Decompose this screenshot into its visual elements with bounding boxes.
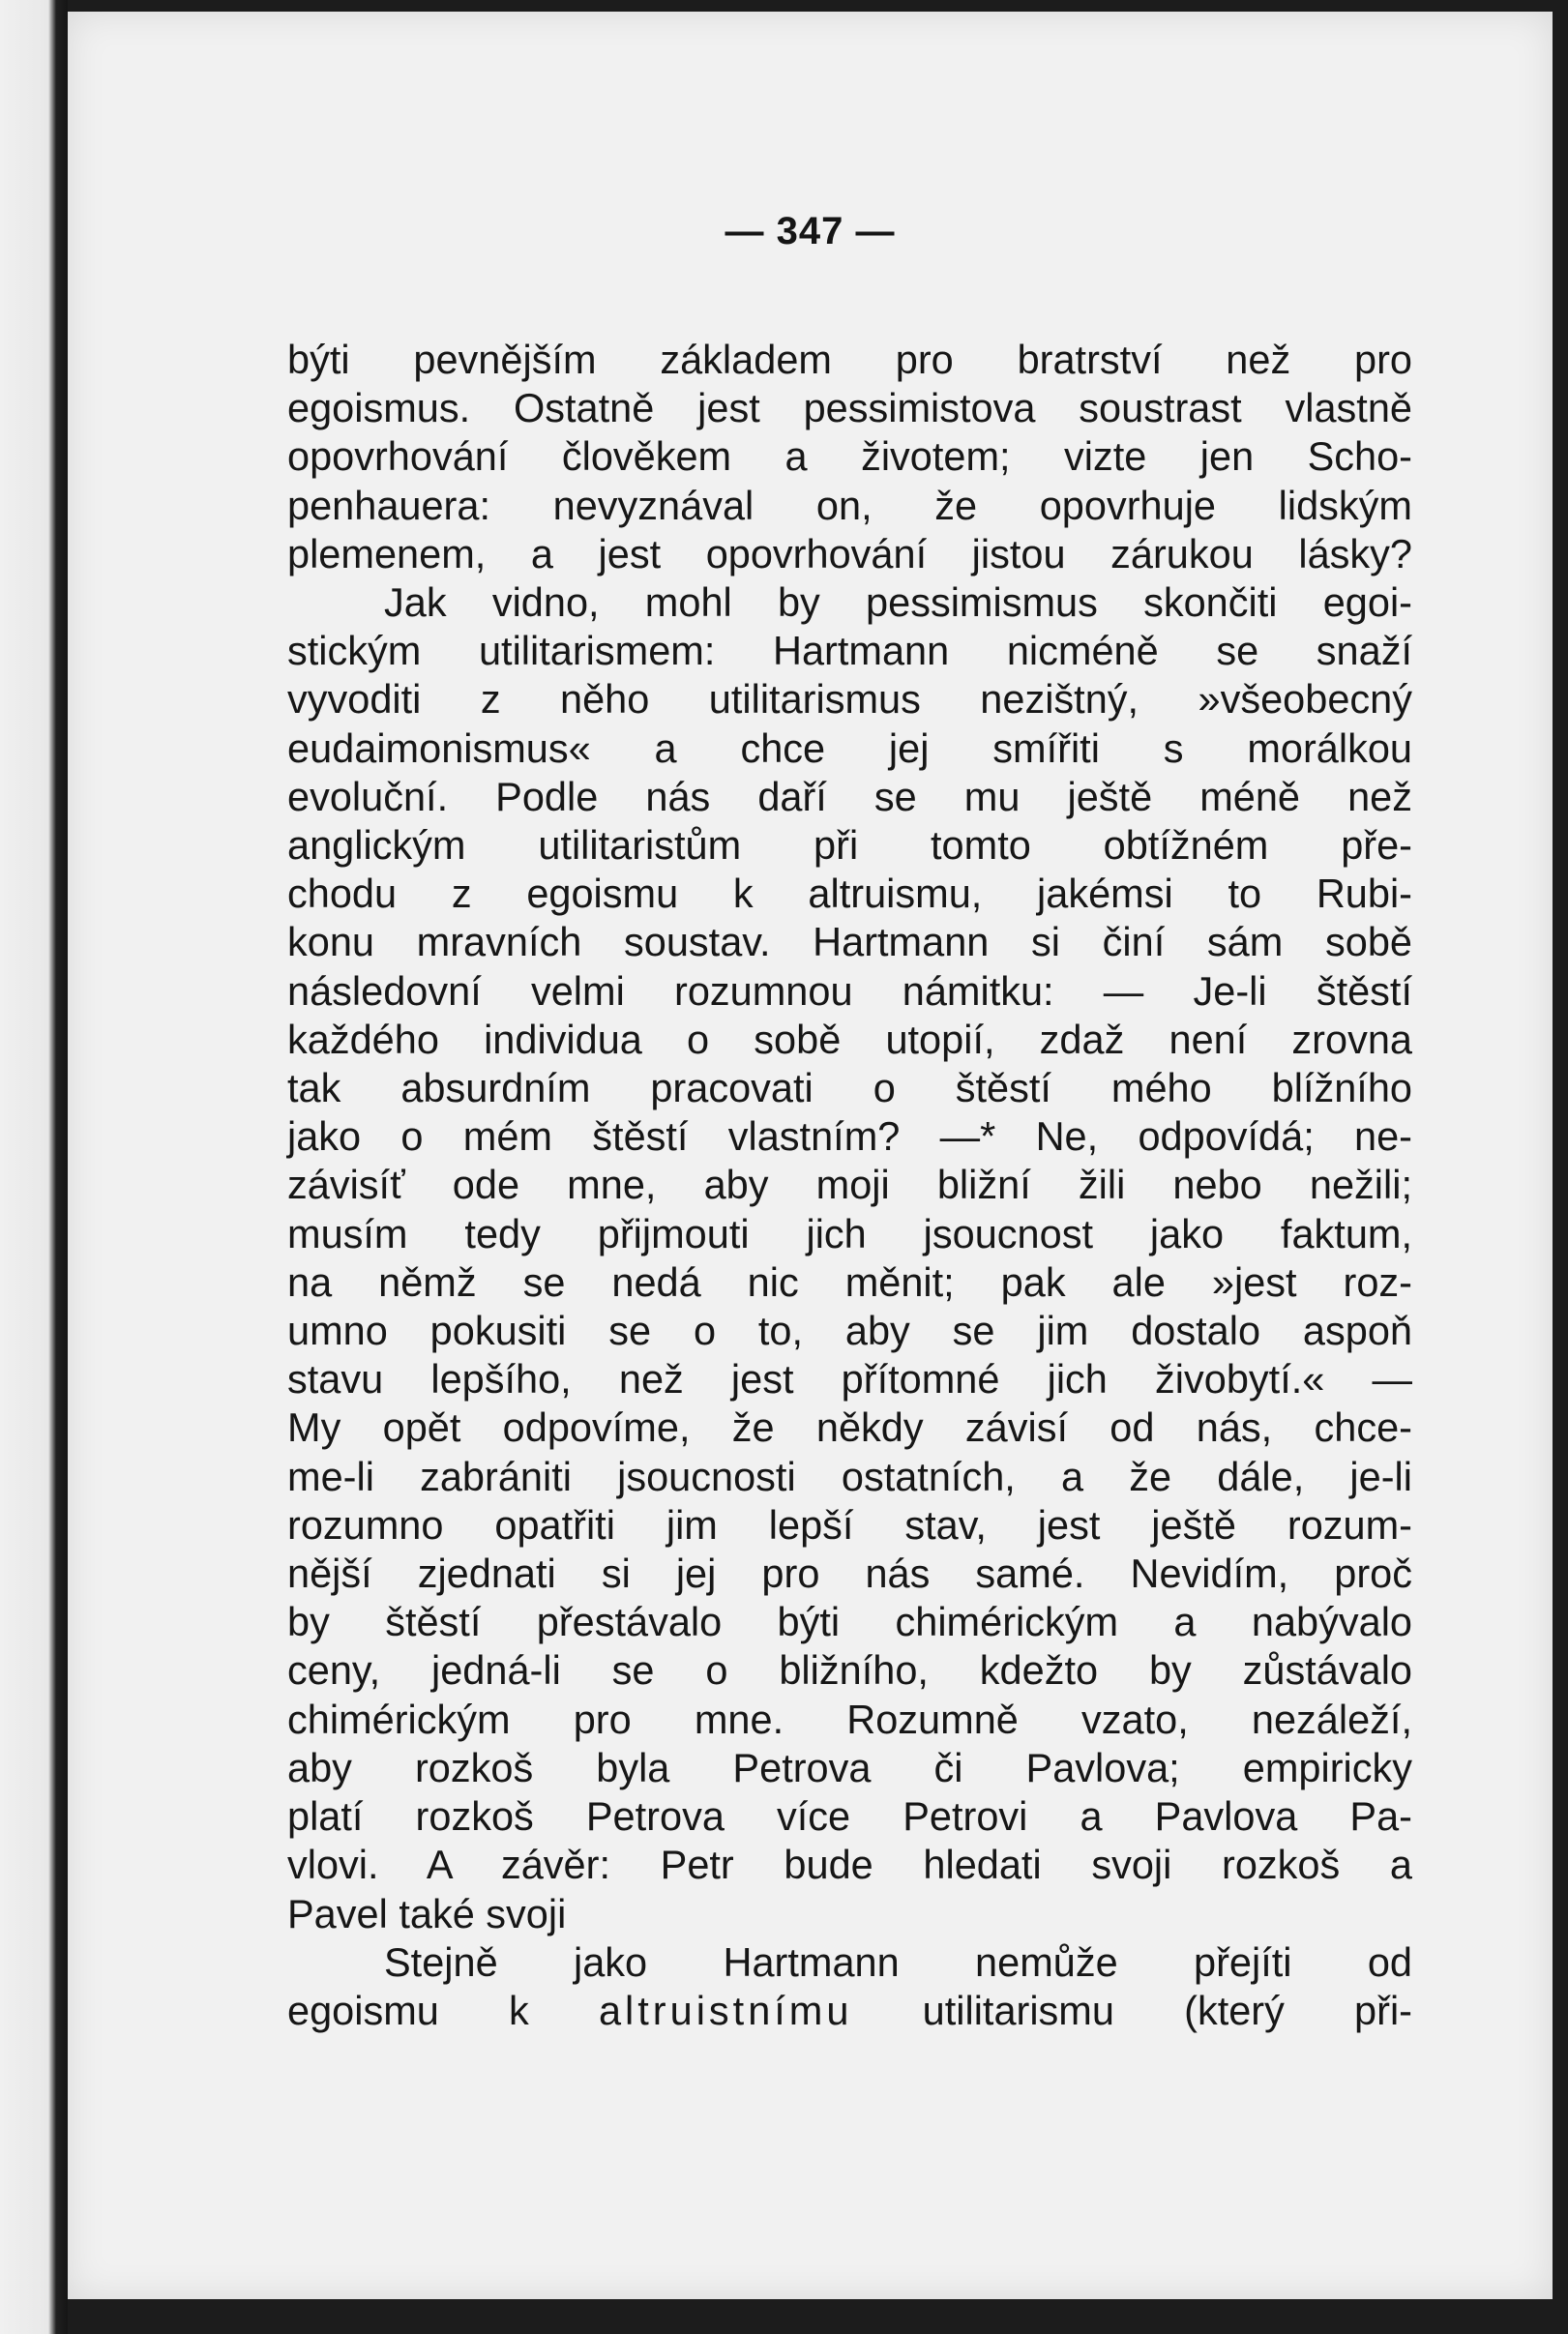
text-line: Stejně jako Hartmann nemůže přejíti od — [384, 1938, 1412, 1985]
text-line: opovrhování člověkem a životem; vizte jen Scho- — [287, 433, 1412, 480]
page-number: — 347 — — [725, 210, 896, 252]
text-fragment: utilitarismu (který při- — [922, 1987, 1412, 2033]
emphasized-word: altruistnímu — [598, 1987, 853, 2033]
text-line: evoluční. Podle nás daří se mu ještě méně než — [287, 773, 1412, 819]
text-line: chimérickým pro mne. Rozumně vzato, nezáleží, — [287, 1696, 1412, 1742]
text-line: umno pokusiti se o to, aby se jim dostalo aspoň — [287, 1308, 1412, 1354]
text-line: plemenem, a jest opovrhování jistou zárukou lásky? — [287, 530, 1412, 576]
text-line: závisíť ode mne, aby moji bližní žili nebo nežili; — [287, 1162, 1412, 1208]
text-line: eudaimonismus« a chce jej smířiti s morálkou — [287, 724, 1412, 771]
text-line: tak absurdním pracovati o štěstí mého blížního — [287, 1065, 1412, 1111]
text-line: na němž se nedá nic měnit; pak ale »jest roz- — [287, 1258, 1412, 1305]
text-fragment: egoismu k — [287, 1987, 529, 2033]
text-line: by štěstí přestávalo býti chimérickým a nabývalo — [287, 1599, 1412, 1645]
text-line: My opět odpovíme, že někdy závisí od nás, chce- — [287, 1404, 1412, 1451]
text-line: ceny, jedná-li se o bližního, kdežto by zůstávalo — [287, 1647, 1412, 1694]
text-line: vyvoditi z něho utilitarismus nezištný, »všeobecný — [287, 676, 1412, 723]
text-line — [287, 1987, 1412, 2035]
text-line: jako o mém štěstí vlastním? —* Ne, odpovídá; ne- — [287, 1113, 1412, 1160]
text-line: býti pevnějším základem pro bratrství než pro — [287, 337, 1412, 382]
text-line: nější zjednati si jej pro nás samé. Nevidím, proč — [287, 1551, 1412, 1597]
text-line: následovní velmi rozumnou námitku: — Je-li štěstí — [287, 967, 1412, 1014]
text-line: anglickým utilitaristům při tomto obtížném pře- — [287, 822, 1412, 869]
book-gutter — [0, 0, 68, 2334]
text-line: každého individua o sobě utopií, zdaž není zrovna — [287, 1016, 1412, 1062]
text-line: stavu lepšího, než jest přítomné jich živobytí.« — — [287, 1356, 1412, 1403]
text-line: musím tedy přijmouti jich jsoucnost jako faktum, — [287, 1210, 1412, 1256]
text-line: rozumno opatřiti jim lepší stav, jest ještě rozum- — [287, 1501, 1412, 1548]
text-line: Pavel také svoji — [287, 1890, 567, 1936]
body-text — [287, 336, 1412, 2035]
text-line: penhauera: nevyznával on, že opovrhuje lidským — [287, 482, 1412, 528]
text-line: konu mravních soustav. Hartmann si činí sám sobě — [287, 919, 1412, 965]
text-line: vlovi. A závěr: Petr bude hledati svoji rozkoš a — [287, 1842, 1412, 1888]
text-line: egoismus. Ostatně jest pessimistova soustrast vlastně — [287, 385, 1412, 431]
text-line: aby rozkoš byla Petrova či Pavlova; empiricky — [287, 1744, 1412, 1790]
text-line: me-li zabrániti jsoucnosti ostatních, a že dále, je-li — [287, 1453, 1412, 1499]
text-line: Jak vidno, mohl by pessimismus skončiti egoi- — [384, 579, 1412, 626]
text-line: stickým utilitarismem: Hartmann nicméně se snaží — [287, 628, 1412, 674]
text-line: platí rozkoš Petrova více Petrovi a Pavlova Pa- — [287, 1793, 1412, 1840]
page-sheet — [68, 12, 1553, 2299]
text-line: chodu z egoismu k altruismu, jakémsi to Rubi- — [287, 871, 1412, 917]
